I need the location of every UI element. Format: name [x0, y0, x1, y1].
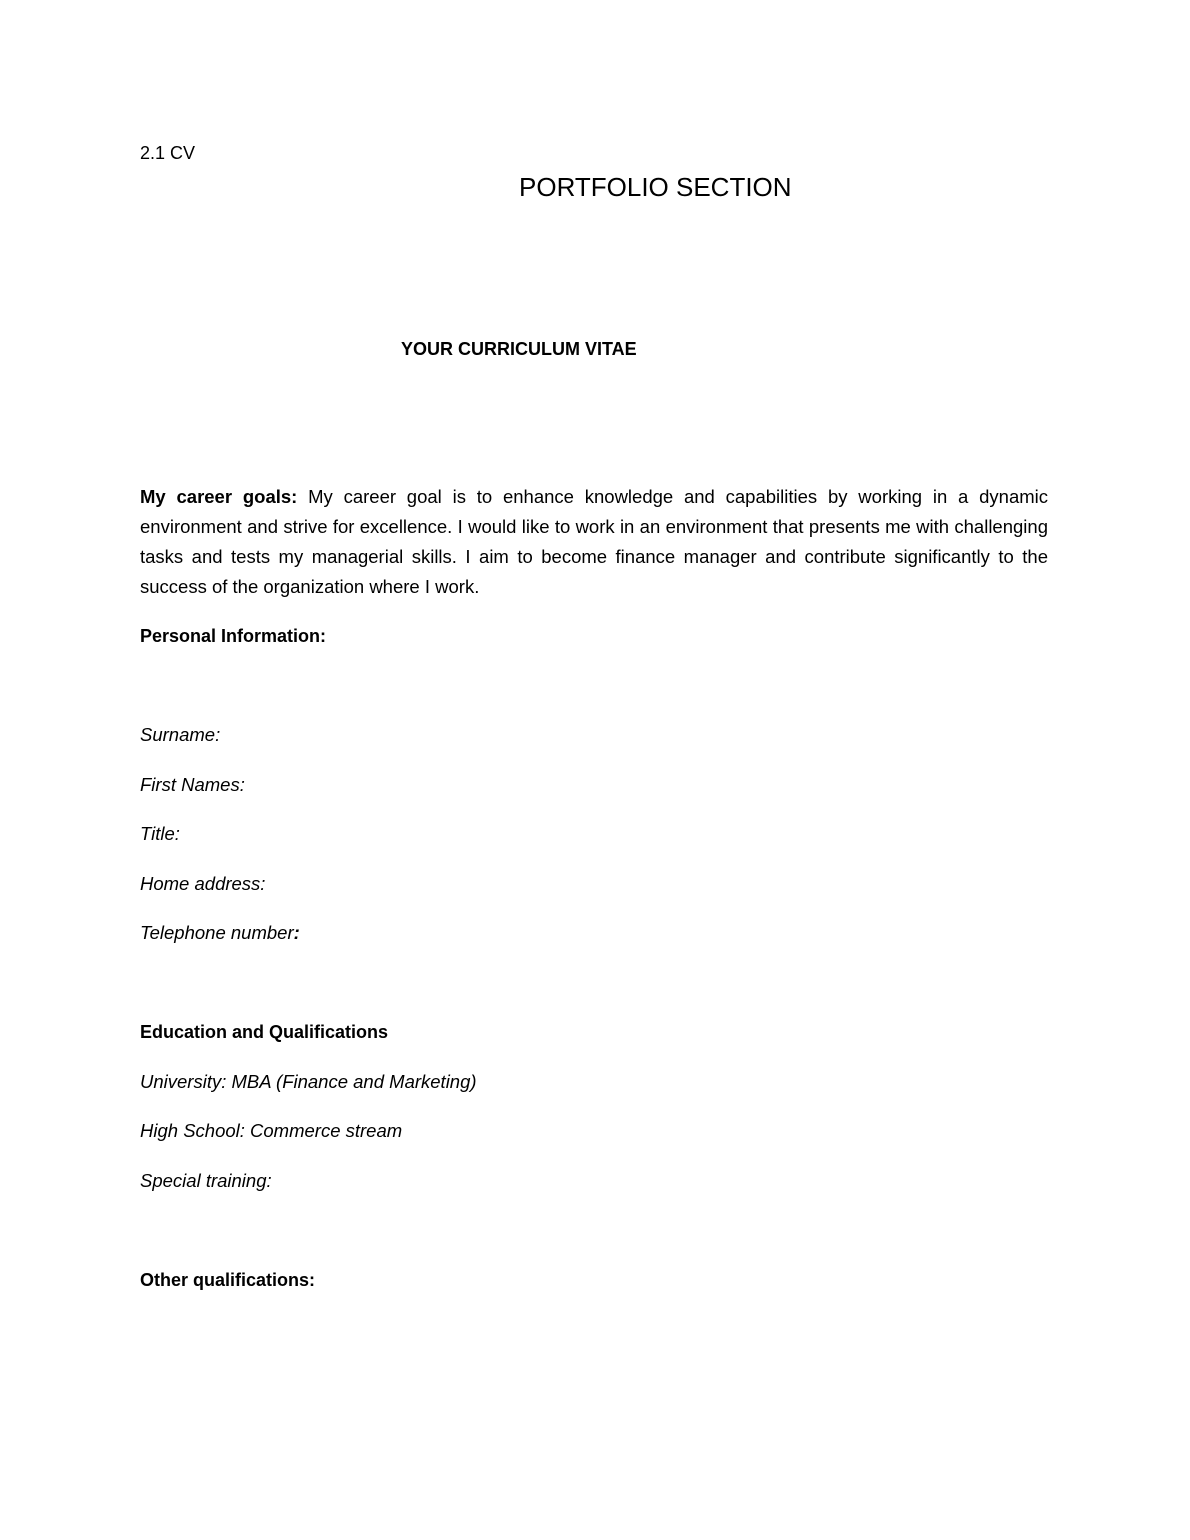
surname-label: Surname: [140, 724, 221, 745]
title-label: Title: [140, 823, 180, 844]
university-entry: University: MBA (Finance and Marketing) [140, 1071, 477, 1092]
career-goals-label: My career goals: [140, 486, 298, 507]
telephone-number-label: Telephone number [140, 922, 294, 943]
special-training-label: Special training: [140, 1170, 272, 1191]
first-names-label: First Names: [140, 774, 245, 795]
personal-information-heading: Personal Information: [140, 626, 327, 646]
section-number: 2.1 CV [140, 143, 196, 163]
telephone-number-colon: : [293, 922, 300, 943]
high-school-entry: High School: Commerce stream [140, 1120, 403, 1141]
career-goals-paragraph [140, 482, 1048, 602]
cv-title: YOUR CURRICULUM VITAE [401, 339, 637, 359]
portfolio-title: PORTFOLIO SECTION [519, 172, 792, 202]
career-goals-text: My career goal is to enhance knowledge and capabilities by working in a dynamic environment and strive for excellence. I would like to work in an environment that presents me with challenging tasks and tests my managerial skills. I aim to become finance manager and contribute significantly to the success of the organization where I work. [140, 486, 1049, 597]
education-heading: Education and Qualifications [140, 1022, 389, 1042]
other-qualifications-heading: Other qualifications: [140, 1270, 316, 1290]
home-address-label: Home address: [140, 873, 266, 894]
telephone-number-field [140, 921, 300, 945]
